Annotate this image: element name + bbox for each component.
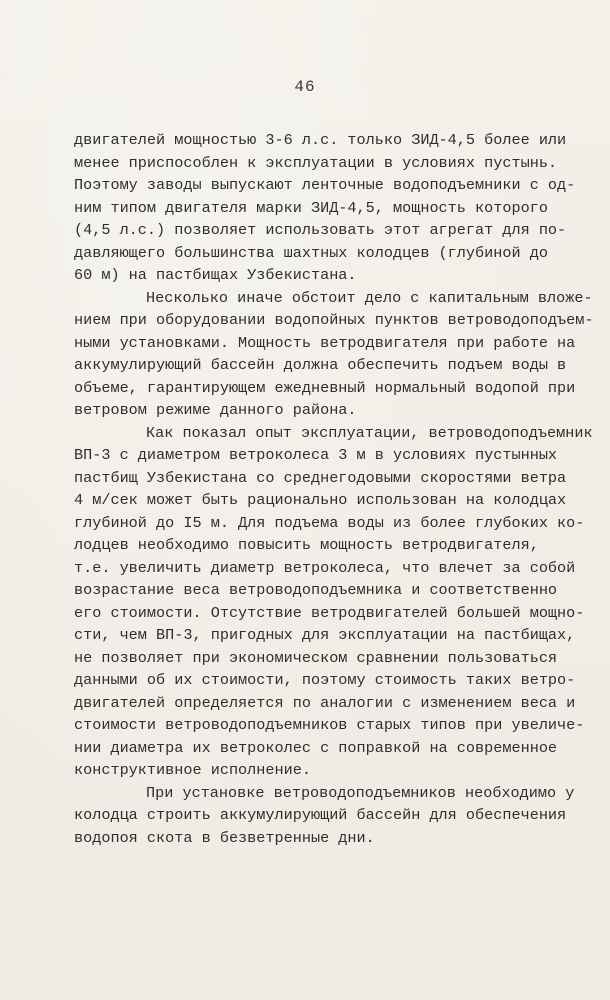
page-number: 46 [294, 78, 316, 96]
text-line: аккумулирующий бассейн должна обеспечить подъем воды в [74, 356, 567, 374]
text-line: ВП-3 с диаметром ветроколеса 3 м в условиях пустынных [74, 446, 558, 464]
text-line: (4,5 л.с.) позволяет использовать этот агрегат для по- [74, 221, 567, 239]
text-line: нии диаметра их ветроколес с поправкой на современное [74, 738, 558, 757]
body-text [74, 129, 594, 849]
text-line: Поэтому заводы выпускают ленточные водоподъемники с од- [74, 176, 576, 194]
text-line: ветровом режиме данного района. [74, 401, 357, 419]
text-line: сти, чем ВП-3, пригодных для эксплуатации на пастбищах, [74, 626, 576, 644]
text-line: давляющего большинства шахтных колодцев (глубиной до [74, 243, 548, 262]
text-line: нием при оборудовании водопойных пунктов ветроводоподъем- [74, 311, 594, 329]
text-line: 60 м) на пастбищах Узбекистана. [74, 266, 357, 284]
text-line: конструктивное исполнение. [74, 761, 311, 779]
text-line: Несколько иначе обстоит дело с капитальным вложе- [146, 288, 593, 307]
text-line: т.е. увеличить диаметр ветроколеса, что влечет за собой [74, 558, 576, 577]
text-line: водопоя скота в безветренные дни. [74, 828, 375, 847]
text-line: возрастание веса ветроводоподъемника и соответственно [74, 581, 558, 599]
text-line: менее приспособлен к эксплуатации в условиях пустынь. [74, 153, 558, 172]
text-line: пастбищ Узбекистана со среднегодовыми скоростями ветра [74, 468, 567, 487]
text-line: 4 м/сек может быть рационально использован на колодцах [74, 491, 567, 509]
text-line: двигателей определяется по аналогии с изменением веса и [74, 693, 576, 712]
text-line: не позволяет при экономическом сравнении пользоваться [74, 648, 558, 667]
text-line: ним типом двигателя марки ЗИД-4,5, мощность которого [74, 198, 548, 217]
text-line: колодца строить аккумулирующий бассейн для обеспечения [74, 806, 567, 824]
text-line: При установке ветроводоподъемников необходимо у [146, 783, 575, 802]
text-line: лодцев необходимо повысить мощность ветродвигателя, [74, 536, 539, 554]
text-line: Как показал опыт эксплуатации, ветроводоподъемник [146, 423, 593, 442]
text-line: объеме, гарантирующем ежедневный нормальный водопой при [74, 378, 576, 397]
text-line: его стоимости. Отсутствие ветродвигателей большей мощно- [74, 603, 585, 622]
text-line: стоимости ветроводоподъемников старых типов при увеличе- [74, 716, 585, 734]
text-line: глубиной до I5 м. Для подъема воды из более глубоких ко- [74, 513, 585, 532]
text-line: данными об их стоимости, поэтому стоимость таких ветро- [74, 671, 576, 689]
text-line: двигателей мощностью 3-6 л.с. только ЗИД-4,5 более или [74, 131, 567, 149]
text-line: ными установками. Мощность ветродвигателя при работе на [74, 333, 576, 352]
